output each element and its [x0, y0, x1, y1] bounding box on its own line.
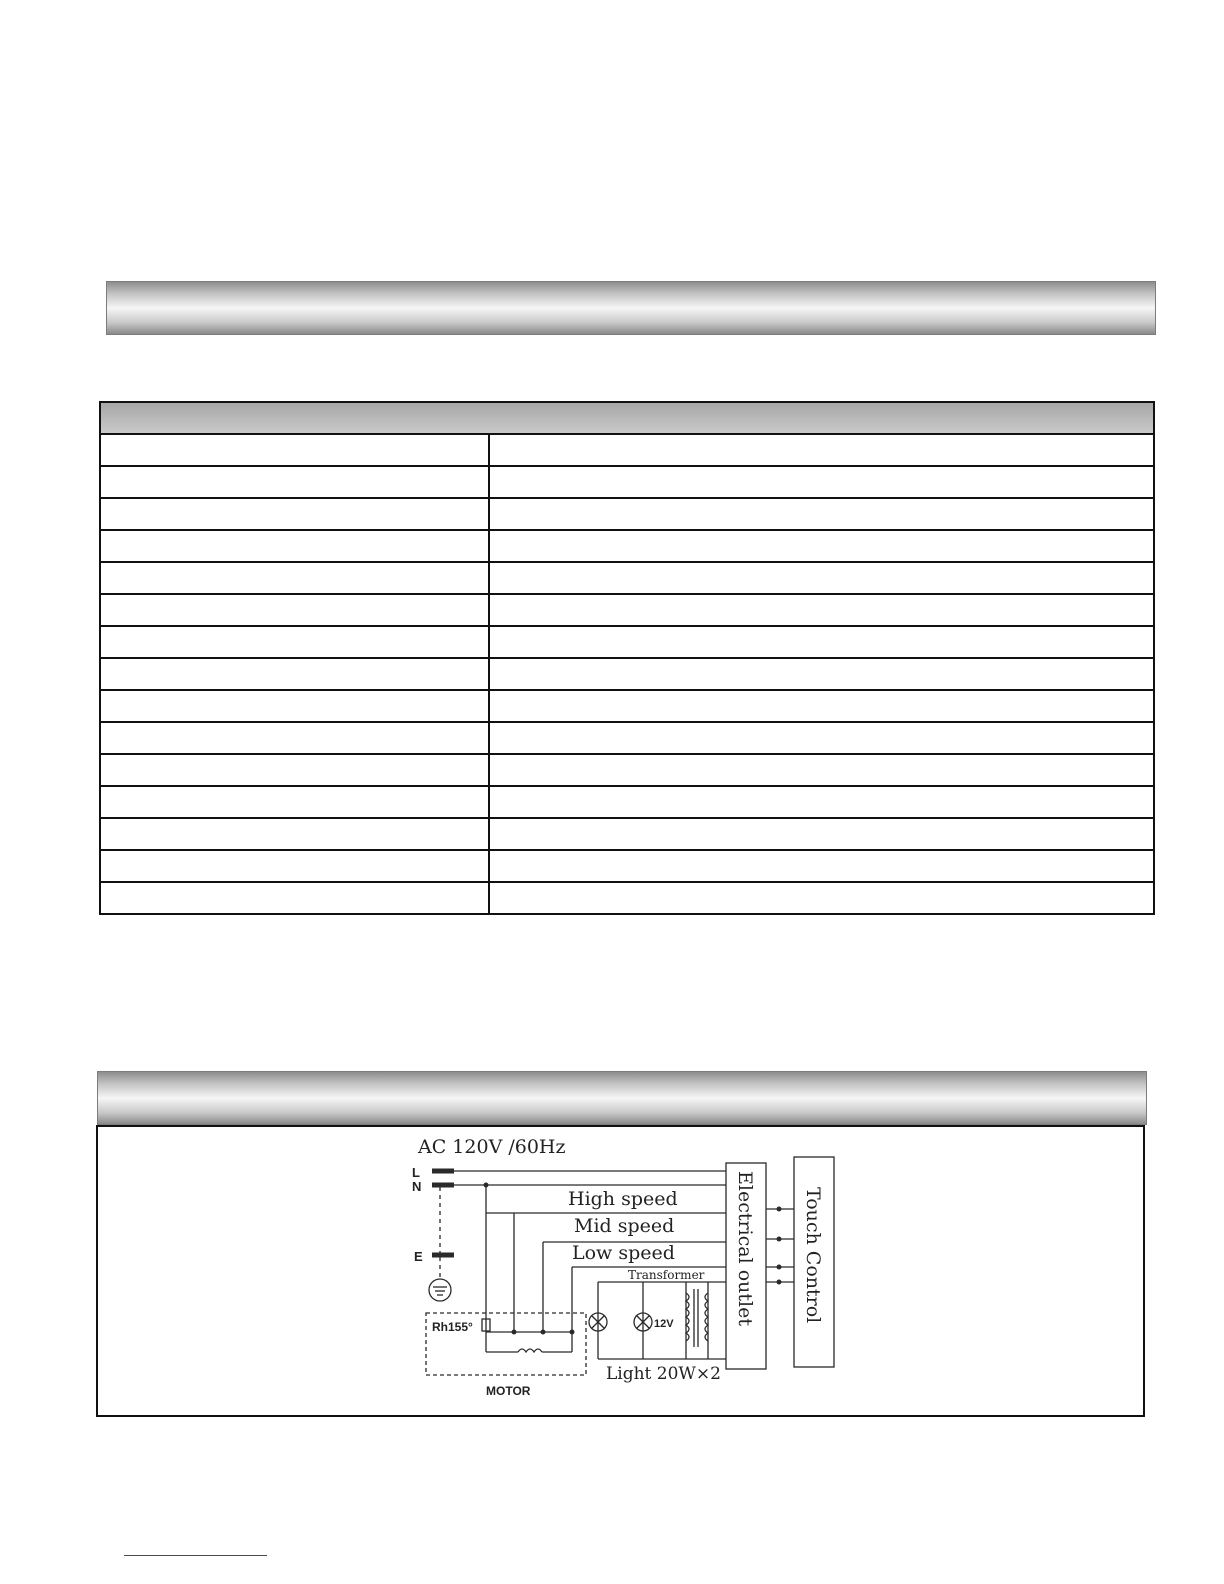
- terminal-n-label: N: [412, 1179, 422, 1194]
- terminal-l-label: L: [412, 1165, 420, 1180]
- electrical-outlet-label: Electrical outlet: [734, 1171, 756, 1326]
- low-speed-label: Low speed: [572, 1242, 675, 1264]
- table-row: [100, 466, 1154, 498]
- spec-label-cell: [100, 850, 489, 882]
- spec-value-cell: [489, 434, 1154, 466]
- spec-label-cell: [100, 722, 489, 754]
- spec-value-cell: [489, 786, 1154, 818]
- spec-label-cell: [100, 434, 489, 466]
- spec-value-cell: [489, 594, 1154, 626]
- table-row: [100, 690, 1154, 722]
- spec-value-cell: [489, 754, 1154, 786]
- light-label: Light 20W×2: [606, 1364, 721, 1384]
- spec-value-cell: [489, 466, 1154, 498]
- twelve-volt-label: 12V: [654, 1318, 674, 1330]
- table-row: [100, 594, 1154, 626]
- section-banner-specifications: [106, 281, 1156, 335]
- table-row: [100, 434, 1154, 466]
- spec-value-cell: [489, 498, 1154, 530]
- table-row: [100, 882, 1154, 914]
- spec-label-cell: [100, 498, 489, 530]
- spec-value-cell: [489, 850, 1154, 882]
- spec-value-cell: [489, 530, 1154, 562]
- spec-label-cell: [100, 754, 489, 786]
- motor-label: MOTOR: [486, 1384, 531, 1398]
- spec-value-cell: [489, 626, 1154, 658]
- table-row: [100, 498, 1154, 530]
- spec-value-cell: [489, 882, 1154, 914]
- transformer-label: Transformer: [628, 1268, 705, 1282]
- spec-label-cell: [100, 658, 489, 690]
- spec-value-cell: [489, 818, 1154, 850]
- supply-label: AC 120V /60Hz: [418, 1136, 566, 1158]
- specifications-table: [99, 401, 1155, 915]
- spec-label-cell: [100, 626, 489, 658]
- touch-control-label: Touch Control: [802, 1187, 824, 1324]
- table-row: [100, 818, 1154, 850]
- table-row: [100, 786, 1154, 818]
- spec-value-cell: [489, 658, 1154, 690]
- table-row: [100, 658, 1154, 690]
- high-speed-label: High speed: [568, 1188, 678, 1210]
- table-row: [100, 850, 1154, 882]
- spec-value-cell: [489, 722, 1154, 754]
- spec-label-cell: [100, 594, 489, 626]
- table-row: [100, 722, 1154, 754]
- table-header-row: [100, 402, 1154, 434]
- thermal-protector-label: Rh155°: [432, 1320, 473, 1334]
- terminal-e-label: E: [414, 1249, 423, 1264]
- footer-link-underline[interactable]: [124, 1555, 267, 1556]
- spec-label-cell: [100, 466, 489, 498]
- mid-speed-label: Mid speed: [574, 1215, 675, 1237]
- spec-label-cell: [100, 818, 489, 850]
- spec-label-cell: [100, 882, 489, 914]
- spec-value-cell: [489, 562, 1154, 594]
- table-row: [100, 562, 1154, 594]
- table-row: [100, 754, 1154, 786]
- spec-label-cell: [100, 786, 489, 818]
- spec-value-cell: [489, 690, 1154, 722]
- table-row: [100, 530, 1154, 562]
- section-banner-wiring: [97, 1071, 1147, 1125]
- table-header-cell: [100, 402, 1154, 434]
- wiring-diagram-frame: [96, 1125, 1145, 1417]
- spec-label-cell: [100, 562, 489, 594]
- spec-label-cell: [100, 690, 489, 722]
- wiring-diagram: [98, 1127, 1143, 1415]
- spec-label-cell: [100, 530, 489, 562]
- table-row: [100, 626, 1154, 658]
